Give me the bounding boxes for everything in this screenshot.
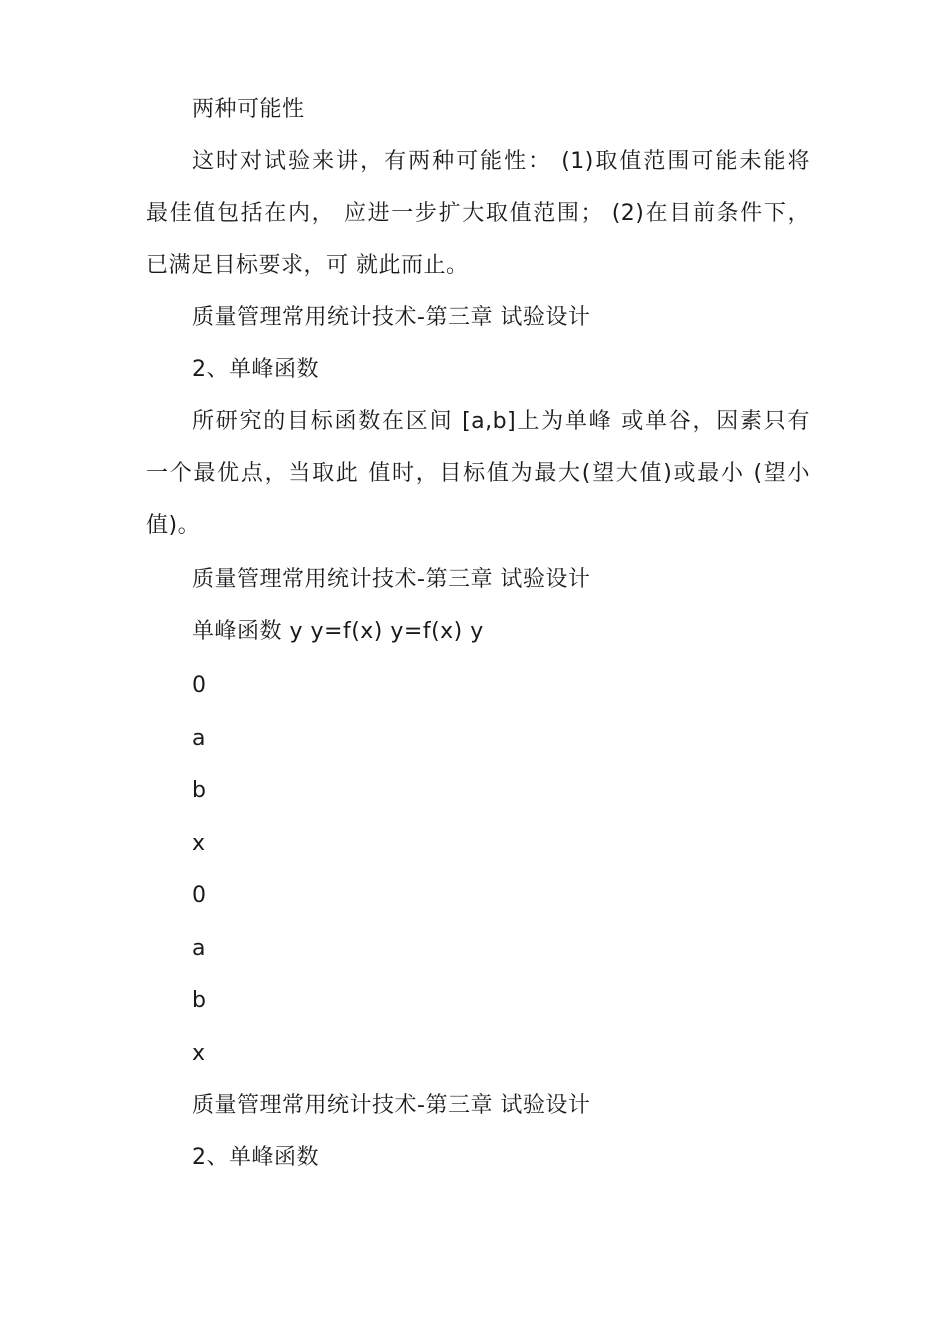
subsection-heading: 2、单峰函数 (192, 1145, 319, 1170)
section-title: 质量管理常用统计技术-第三章 试验设计 (192, 567, 591, 592)
paragraph-line: 这时对试验来讲，有两种可能性： (1)取值范围可能未能将 (192, 149, 810, 174)
figure-caption: 单峰函数 y y=f(x) y=f(x) y (192, 619, 484, 644)
subsection-heading: 2、单峰函数 (192, 357, 319, 382)
section-title: 质量管理常用统计技术-第三章 试验设计 (192, 305, 591, 330)
figure-label: a (192, 936, 206, 961)
figure-label: x (192, 1041, 206, 1066)
figure-label: b (192, 778, 207, 803)
figure-label: 0 (192, 673, 207, 698)
paragraph-line: 值)。 (146, 513, 201, 538)
section-title: 质量管理常用统计技术-第三章 试验设计 (192, 1093, 591, 1118)
paragraph-heading-two-possibilities: 两种可能性 (192, 97, 305, 122)
figure-label: x (192, 831, 206, 856)
figure-label: b (192, 988, 207, 1013)
figure-label: a (192, 726, 206, 751)
paragraph-line: 最佳值包括在内， 应进一步扩大取值范围； (2)在目前条件下， (146, 201, 810, 226)
figure-label: 0 (192, 883, 207, 908)
paragraph-line: 所研究的目标函数在区间 [a,b]上为单峰 或单谷，因素只有 (192, 409, 810, 434)
paragraph-line: 一个最优点，当取此 值时，目标值为最大(望大值)或最小 (望小 (146, 461, 810, 486)
paragraph-line: 已满足目标要求，可 就此而止。 (146, 253, 469, 278)
